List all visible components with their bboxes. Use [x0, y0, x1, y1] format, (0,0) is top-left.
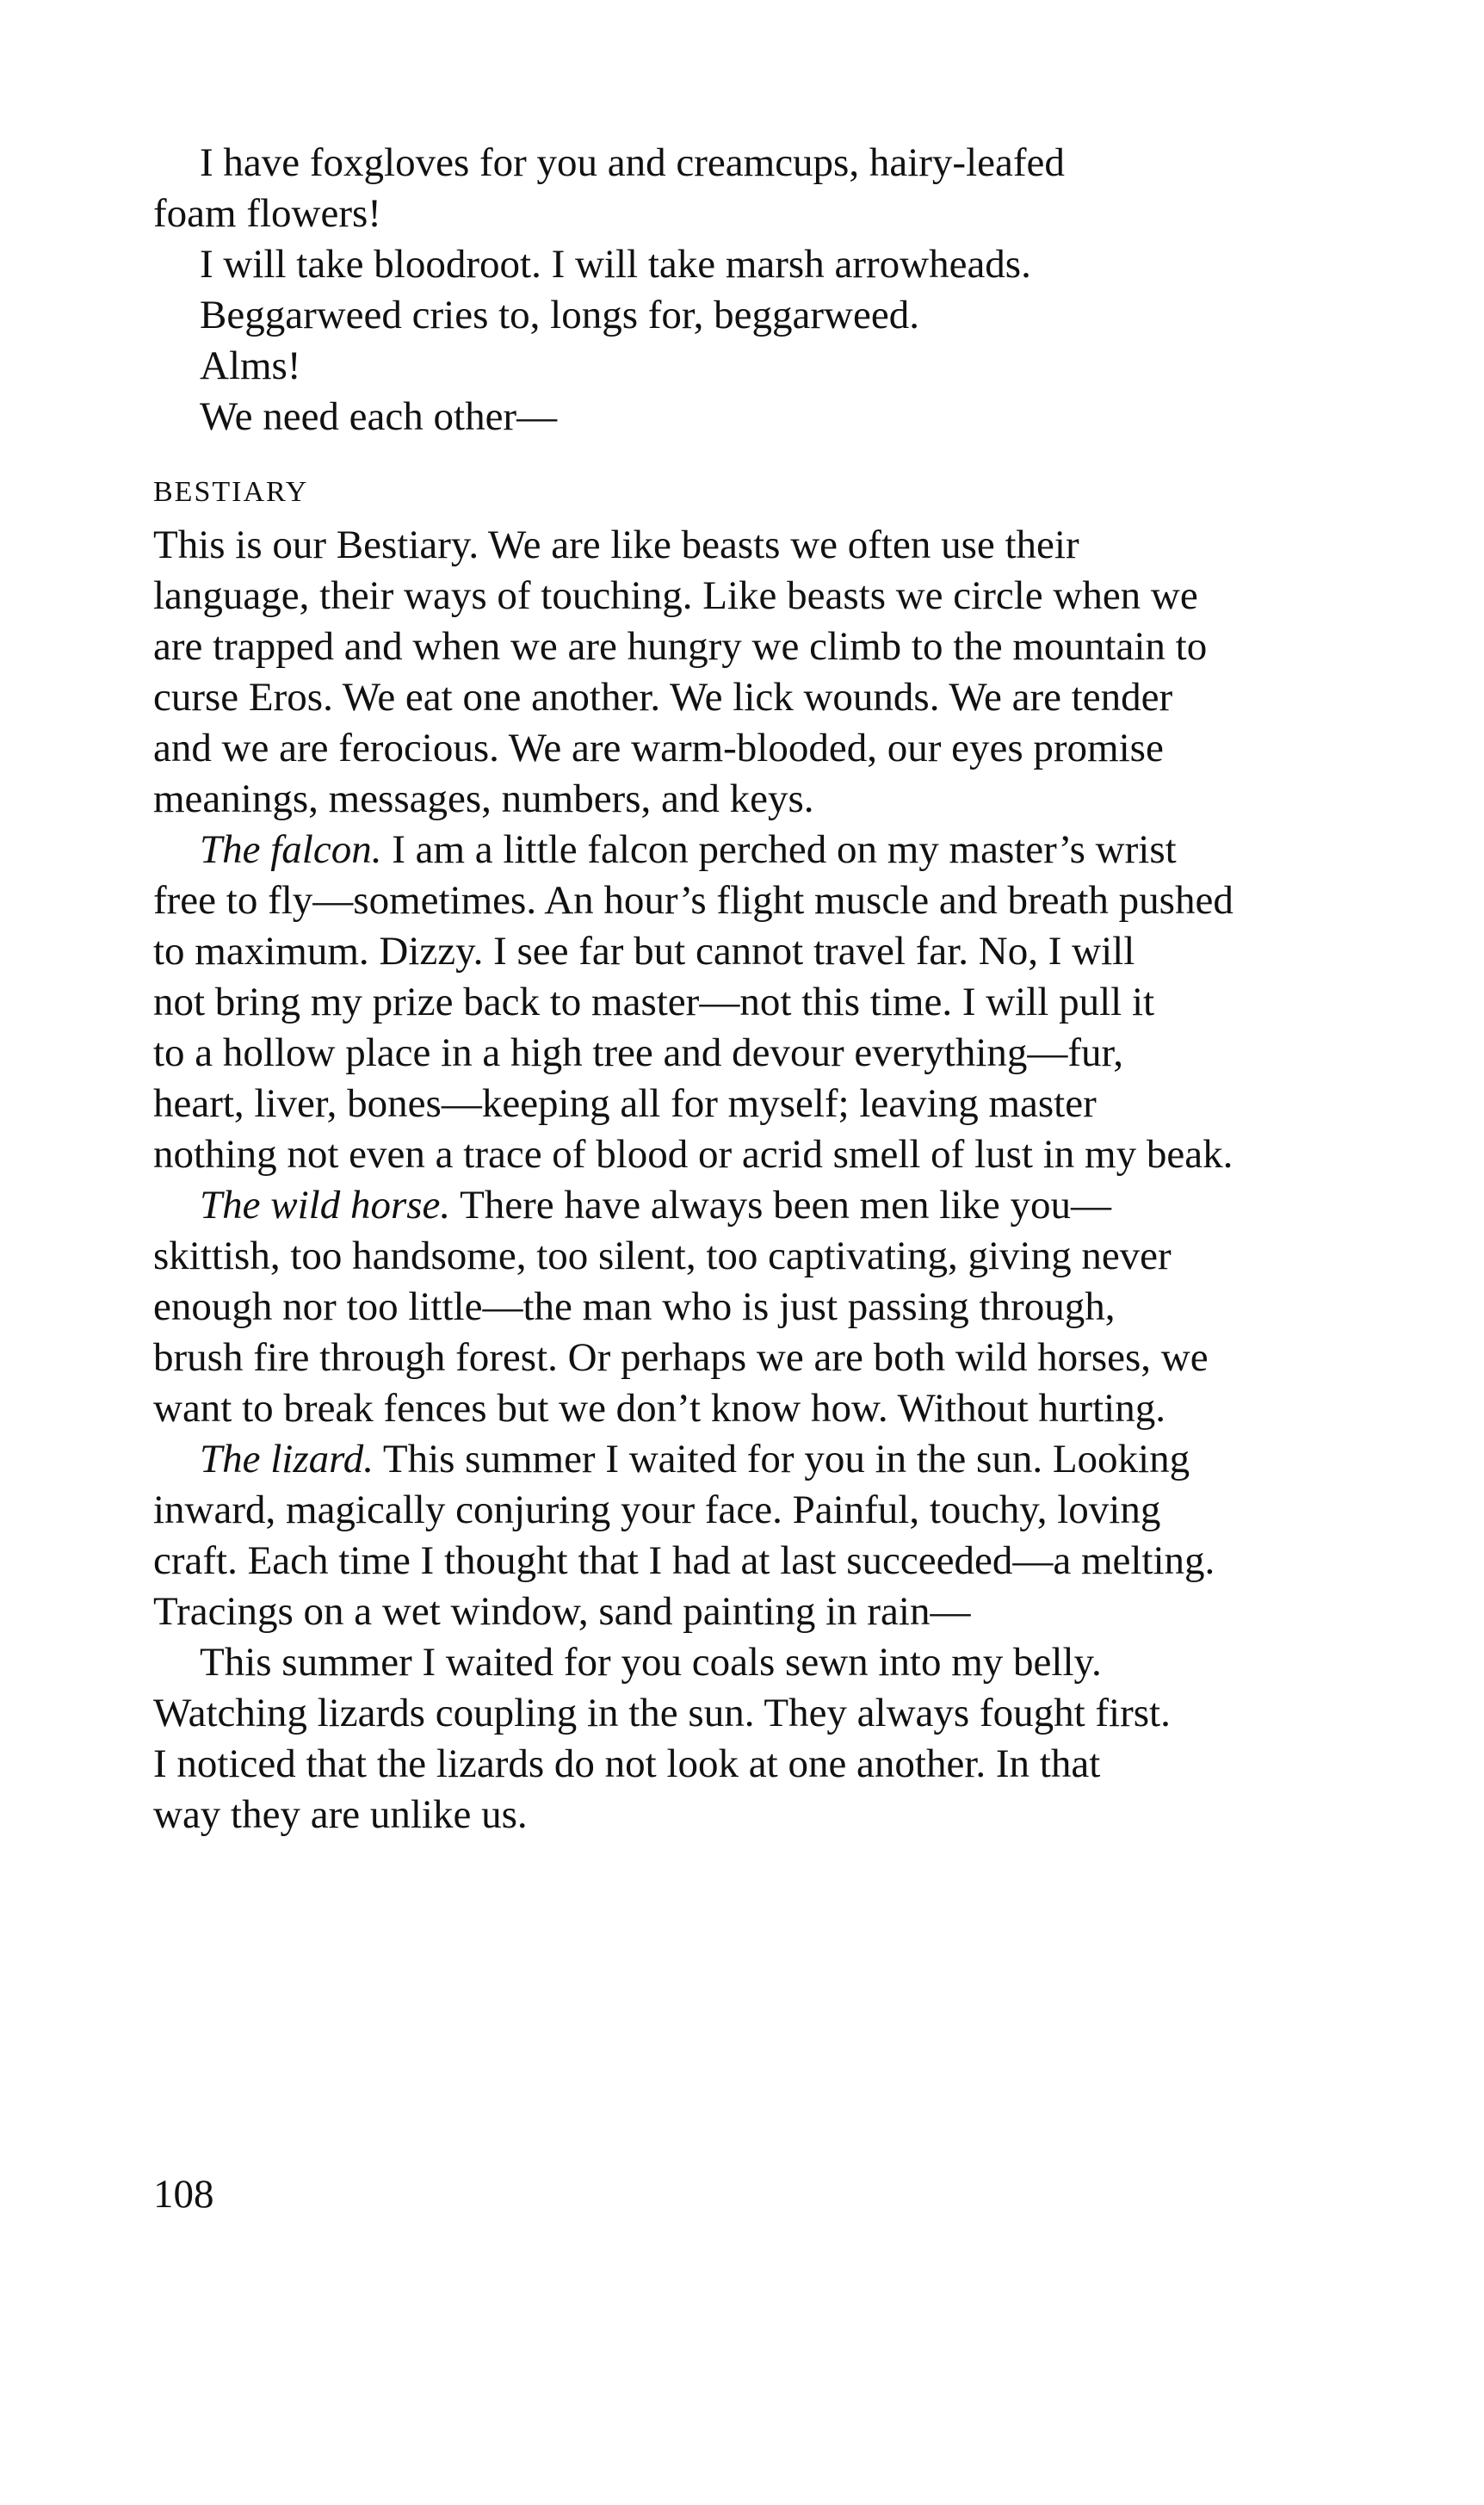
text-line: way they are unlike us. [153, 1792, 528, 1837]
text-line: I have foxgloves for you and creamcups, hairy-leafed [200, 140, 1065, 185]
text-line: Watching lizards coupling in the sun. They always fought first. [153, 1691, 1171, 1735]
text-run: This summer I waited for you in the sun. Looking [373, 1437, 1190, 1481]
text-line: nothing not even a trace of blood or acrid smell of lust in my beak. [153, 1132, 1234, 1177]
text-line: enough nor too little—the man who is just passing through, [153, 1284, 1116, 1329]
text-line: are trapped and when we are hungry we climb to the mountain to [153, 624, 1208, 669]
text-line: to a hollow place in a high tree and devour everything—fur, [153, 1030, 1124, 1075]
entry-title: The falcon. [200, 827, 382, 872]
text-line: I will take bloodroot. I will take marsh arrowheads. [200, 242, 1031, 287]
text-line: not bring my prize back to master—not this time. I will pull it [153, 980, 1155, 1024]
text-line: heart, liver, bones—keeping all for myself; leaving master [153, 1081, 1097, 1126]
text-run: I am a little falcon perched on my master’s wrist [381, 827, 1177, 872]
paragraph-first-line [153, 1180, 1358, 1231]
text-line: to maximum. Dizzy. I see far but cannot travel far. No, I will [153, 929, 1135, 974]
text-line: Tracings on a wet window, sand painting in rain— [153, 1589, 971, 1634]
text-line: and we are ferocious. We are warm-blooded, our eyes promise [153, 726, 1164, 770]
text-line: curse Eros. We eat one another. We lick wounds. We are tender [153, 675, 1173, 720]
text-line: brush fire through forest. Or perhaps we are both wild horses, we [153, 1335, 1209, 1380]
paragraph-first-line [153, 825, 1358, 875]
text-line: This is our Bestiary. We are like beasts we often use their [153, 523, 1079, 567]
paragraph-first-line: This summer I waited for you coals sewn into my belly. [200, 1640, 1102, 1685]
text-line: want to break fences but we don’t know how. Without hurting. [153, 1386, 1166, 1431]
text-line: Alms! [200, 343, 301, 388]
text-line: We need each other— [200, 394, 558, 439]
page-number: 108 [153, 2172, 214, 2217]
paragraph-first-line [153, 1434, 1358, 1485]
section-heading: BESTIARY [153, 476, 309, 508]
entry-title: The wild horse. [200, 1183, 451, 1228]
text-line: Beggarweed cries to, longs for, beggarweed. [200, 293, 919, 337]
text-line: meanings, messages, numbers, and keys. [153, 776, 814, 821]
text-line: foam flowers! [153, 191, 381, 236]
text-run: There have always been men like you— [450, 1183, 1112, 1228]
text-line: I noticed that the lizards do not look at one another. In that [153, 1741, 1101, 1786]
text-line: skittish, too handsome, too silent, too captivating, giving never [153, 1234, 1172, 1278]
entry-title: The lizard. [200, 1437, 374, 1481]
text-line: inward, magically conjuring your face. Painful, touchy, loving [153, 1488, 1161, 1532]
text-line: craft. Each time I thought that I had at last succeeded—a melting. [153, 1538, 1215, 1583]
page-text [153, 138, 1358, 1840]
text-line: language, their ways of touching. Like beasts we circle when we [153, 573, 1198, 618]
text-line: free to fly—sometimes. An hour’s flight muscle and breath pushed [153, 878, 1234, 923]
